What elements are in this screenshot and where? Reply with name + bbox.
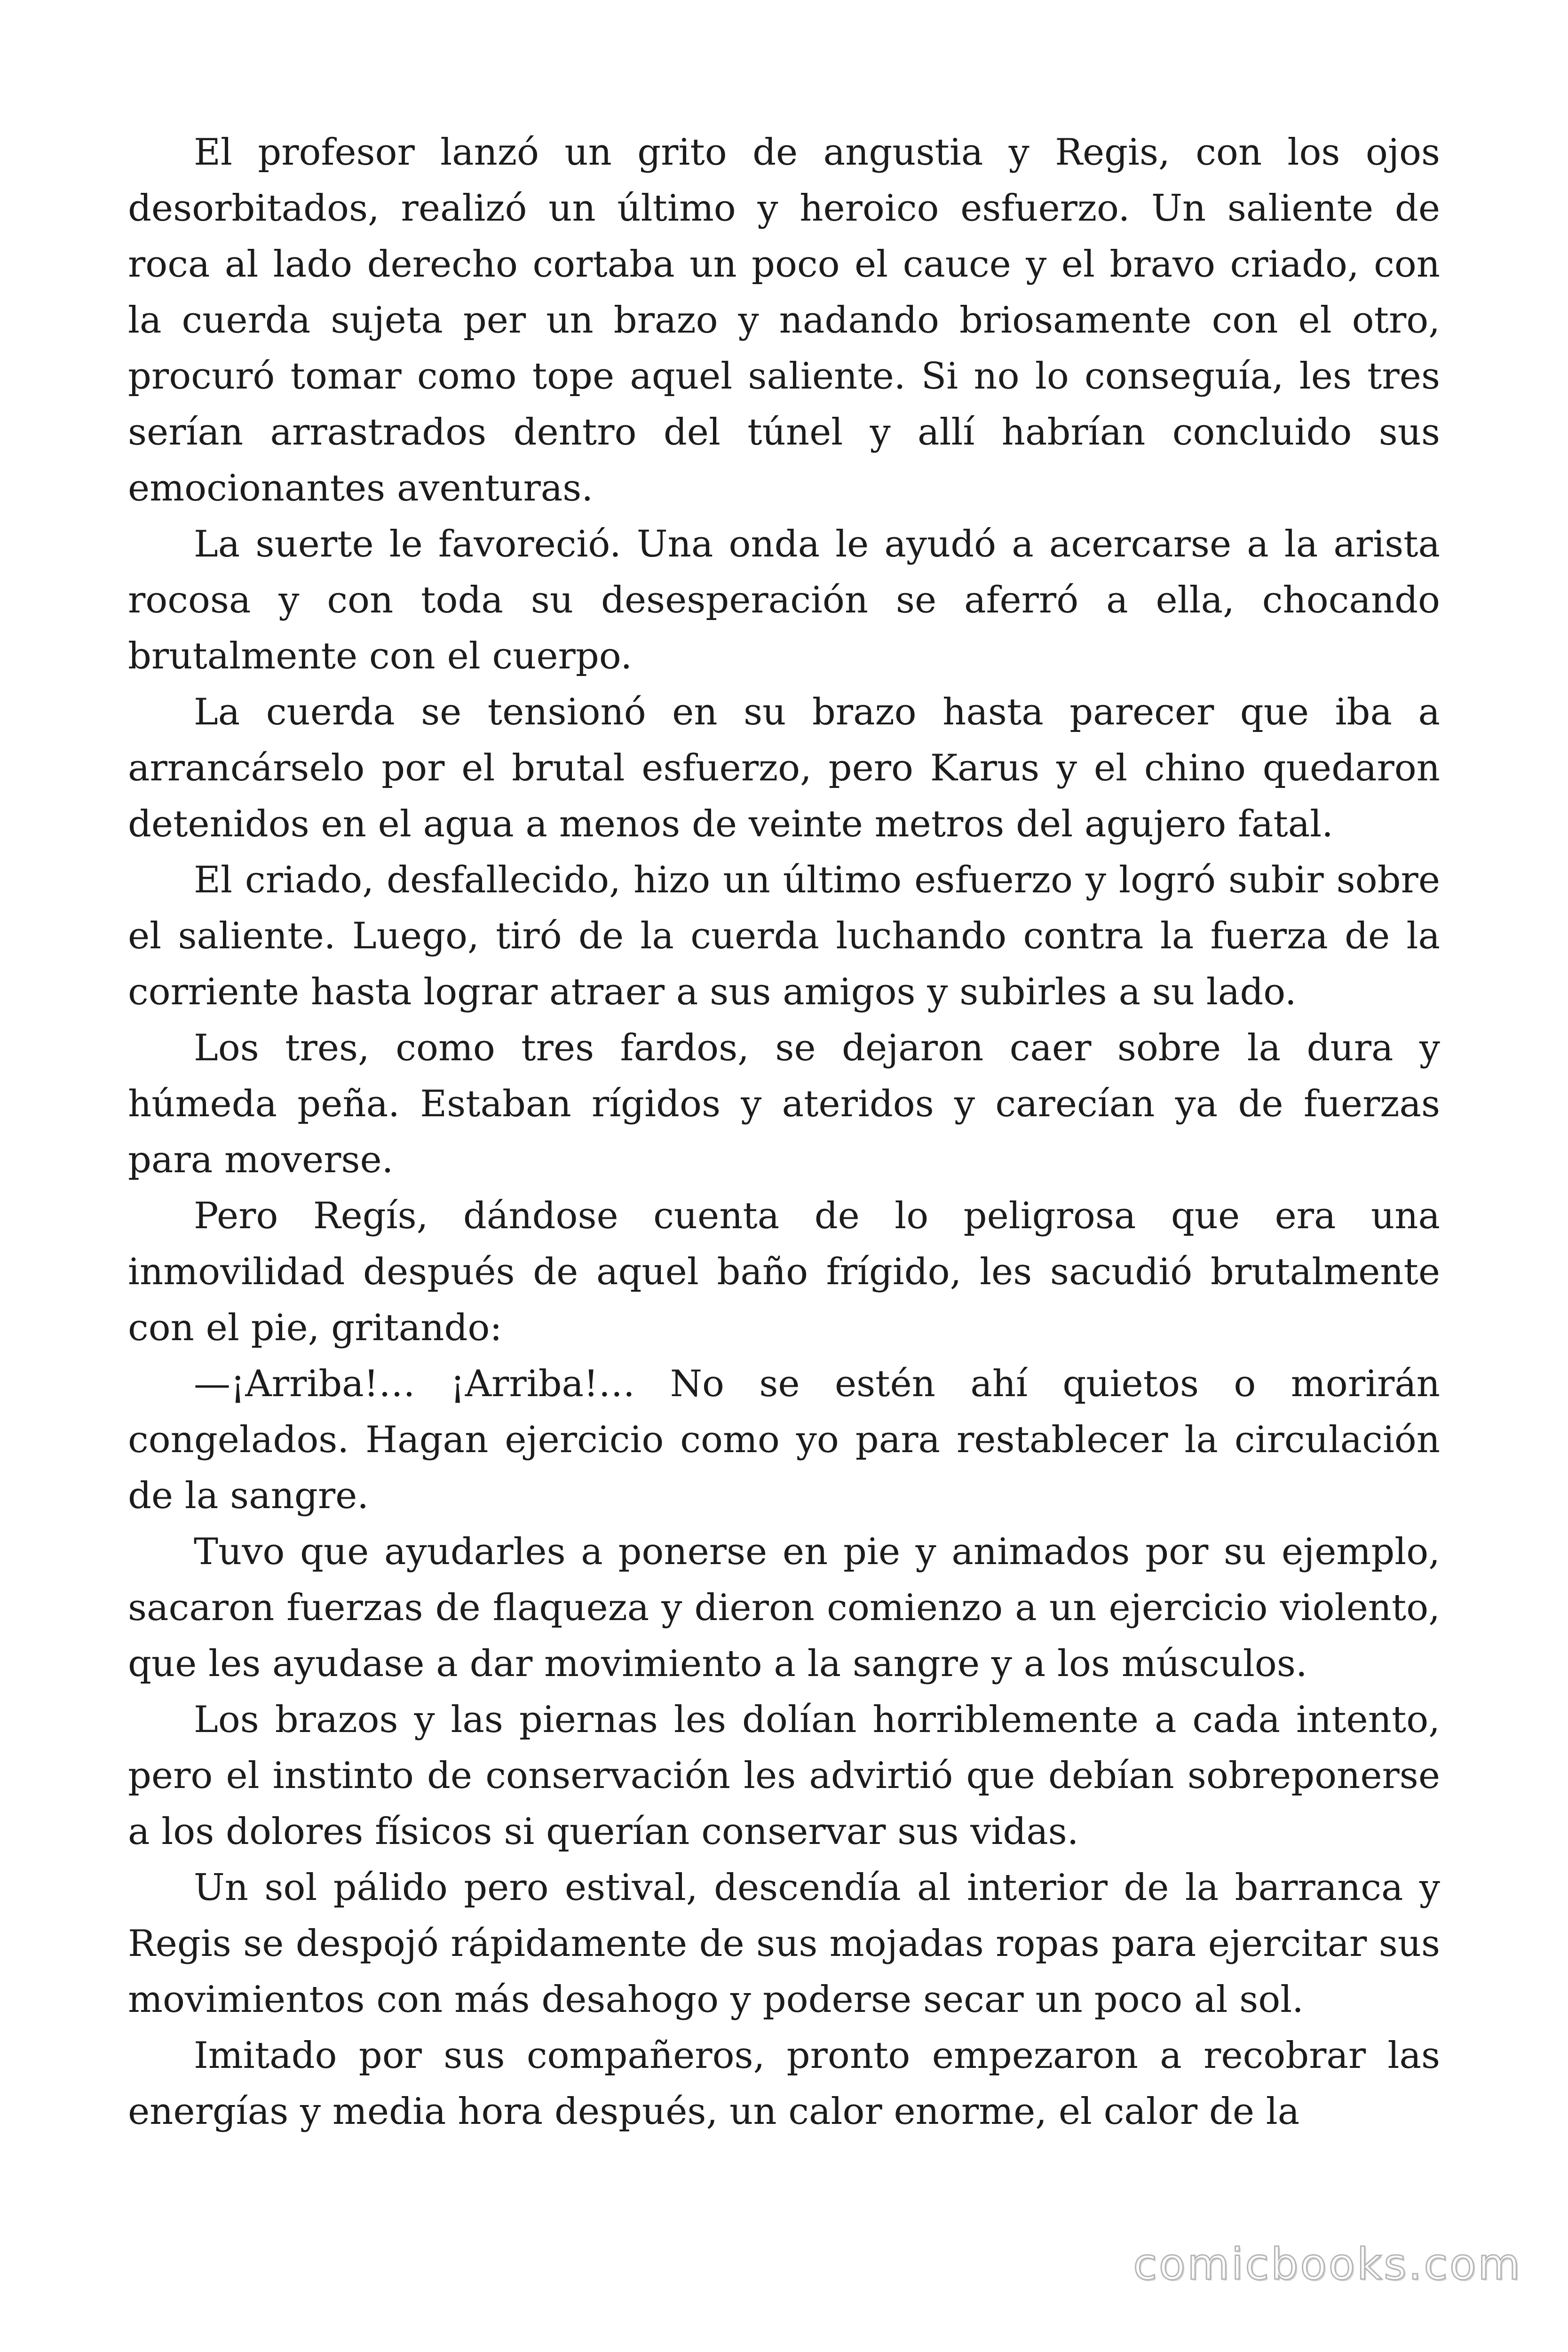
paragraph: La suerte le favoreció. Una onda le ayudó a acercarse a la arista rocosa y con toda su desesperación se aferró a ella, chocando brutalmente con el cuerpo.: [128, 523, 1440, 677]
paragraph: —¡Arriba!… ¡Arriba!… No se estén ahí quietos o morirán congelados. Hagan ejercicio como yo para restablecer la circulación de la sangre.: [128, 1363, 1440, 1517]
paragraph: Pero Regís, dándose cuenta de lo peligrosa que era una inmovilidad después de aquel baño frígido, les sacudió brutalmente con el pie, gritando:: [128, 1195, 1440, 1349]
paragraph: Tuvo que ayudarles a ponerse en pie y animados por su ejemplo, sacaron fuerzas de flaqueza y dieron comienzo a un ejercicio violento, que les ayudase a dar movimiento a la sangre y a los músculos.: [128, 1531, 1440, 1685]
paragraph: Imitado por sus compañeros, pronto empezaron a recobrar las energías y media hora después, un calor enorme, el calor de la: [128, 2034, 1440, 2133]
body-text: [128, 125, 1440, 2140]
paragraph: Los brazos y las piernas les dolían horriblemente a cada intento, pero el instinto de conservación les advirtió que debían sobreponerse a los dolores físicos si querían conservar sus vidas.: [128, 1699, 1440, 1853]
watermark: comicbooks.com: [1133, 2239, 1522, 2289]
paragraph: El profesor lanzó un grito de angustia y Regis, con los ojos desorbitados, realizó un último y heroico esfuerzo. Un saliente de roca al lado derecho cortaba un poco el cauce y el bravo criado, con la cuerda sujeta per un brazo y nadando briosamente con el otro, procuró tomar como tope aquel saliente. Si no lo conseguía, les tres serían arrastrados dentro del túnel y allí habrían concluido sus emocionantes aventuras.: [128, 131, 1440, 509]
paragraph: Los tres, como tres fardos, se dejaron caer sobre la dura y húmeda peña. Estaban rígidos y ateridos y carecían ya de fuerzas para moverse.: [128, 1027, 1440, 1181]
paragraph: El criado, desfallecido, hizo un último esfuerzo y logró subir sobre el saliente. Luego, tiró de la cuerda luchando contra la fuerza de la corriente hasta lograr atraer a sus amigos y subirles a su lado.: [128, 859, 1440, 1013]
paragraph: Un sol pálido pero estival, descendía al interior de la barranca y Regis se despojó rápidamente de sus mojadas ropas para ejercitar sus movimientos con más desahogo y poderse secar un poco al sol.: [128, 1867, 1440, 2021]
paragraph: La cuerda se tensionó en su brazo hasta parecer que iba a arrancárselo por el brutal esfuerzo, pero Karus y el chino quedaron detenidos en el agua a menos de veinte metros del agujero fatal.: [128, 691, 1440, 845]
